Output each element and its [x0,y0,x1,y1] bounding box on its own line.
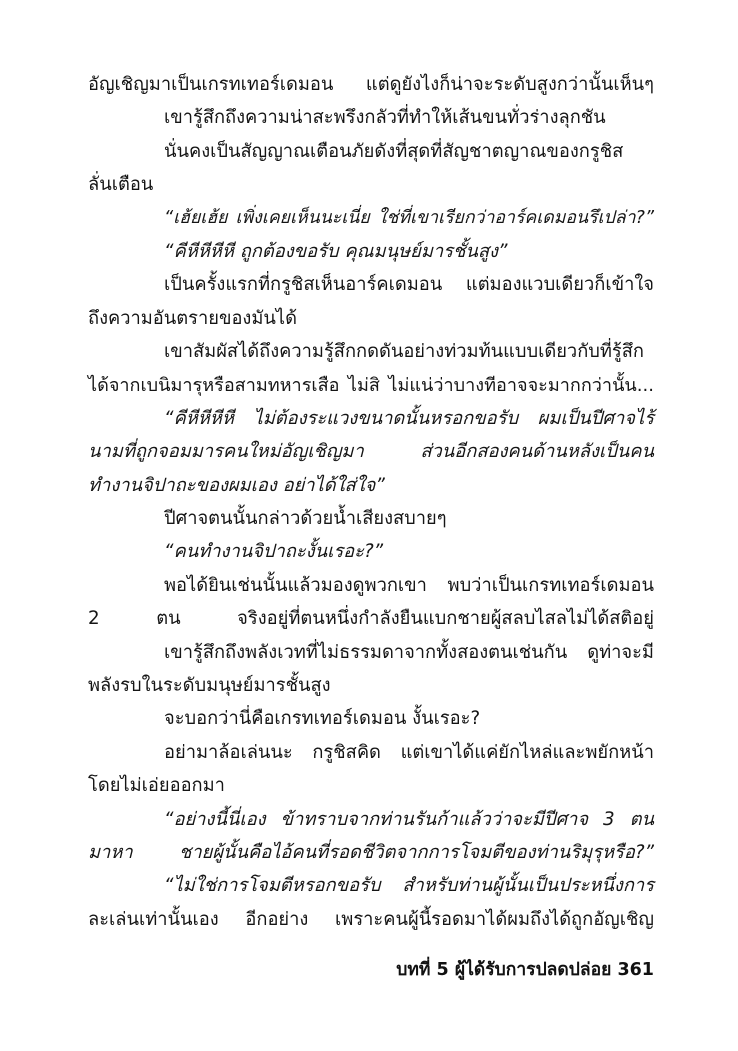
dialogue-line: มาหา ชายผู้นั้นคือไอ้คนที่รอดชีวิตจากการโจมตีของท่านริมุรุหรือ?” [88,841,654,863]
text-line: จะบอกว่านี่คือเกรทเทอร์เดมอน งั้นเรอะ? [164,708,481,730]
text-line: ลั่นเตือน [88,174,154,196]
dialogue-line: ทำงานจิปาถะของผมเอง อย่าได้ใส่ใจ” [88,474,385,496]
dialogue-line: “คีหีหีหีหี ไม่ต้องระแวงขนาดนั้นหรอกขอรับ ผมเป็นปีศาจไร้ [164,407,654,429]
text-line: เขารู้สึกถึงพลังเวทที่ไม่ธรรมดาจากทั้งสองตนเช่นกัน ดูท่าจะมี [164,641,654,663]
dialogue-line: “คนทำงานจิปาถะงั้นเรอะ?” [164,541,384,563]
text-line: พลังรบในระดับมนุษย์มารชั้นสูง [88,675,331,697]
dialogue-line: “เฮ้ยเฮ้ย เพิ่งเคยเห็นนะเนี่ย ใช่ที่เขาเรียกว่าอาร์คเดมอนรึเปล่า?” [164,207,654,228]
text-line: 2 ตน จริงอยู่ที่ตนหนึ่งกำลังยืนแบกชายผู้สลบไสลไม่ได้สติอยู่ [88,608,654,630]
text-line: นั่นคงเป็นสัญญาณเตือนภัยดังที่สุดที่สัญชาตญาณของกรูชิส [164,140,624,162]
text-line: อย่ามาล้อเล่นนะ กรูชิสคิด แต่เขาได้แค่ยักไหล่และพยักหน้า [164,741,654,763]
page-body [88,68,654,936]
text-line: ละเล่นเท่านั้นเอง อีกอย่าง เพราะคนผู้นี้รอดมาได้ผมถึงได้ถูกอัญเชิญ [88,908,654,930]
dialogue-line: “อย่างนี้นี่เอง ข้าทราบจากท่านรันก้าแล้วว่าจะมีปีศาจ 3 ตน [164,808,654,830]
text-line: เป็นครั้งแรกที่กรูชิสเห็นอาร์คเดมอน แต่มองแวบเดียวก็เข้าใจ [164,274,654,296]
text-line: เขาสัมผัสได้ถึงความรู้สึกกดดันอย่างท่วมท้นแบบเดียวกับที่รู้สึก [164,341,644,363]
dialogue-line: “คีหีหีหีหี ถูกต้องขอรับ คุณมนุษย์มารชั้นสูง” [164,240,508,262]
text-line: อัญเชิญมาเป็นเกรทเทอร์เดมอน แต่ดูยังไงก็น่าจะระดับสูงกว่านั้นเห็นๆ [88,74,654,95]
text-line: ได้จากเบนิมารุหรือสามทหารเสือ ไม่สิ ไม่แน่ว่าบางทีอาจจะมากกว่านั้น... [88,374,654,396]
text-line: ปีศาจตนนั้นกล่าวด้วยน้ำเสียงสบายๆ [164,508,447,530]
text-line: ถึงความอันตรายของมันได้ [88,307,297,329]
page-footer: บทที่ 5 ผู้ได้รับการปลดปล่อย 361 [396,960,654,980]
dialogue-line: นามที่ถูกจอมมารคนใหม่อัญเชิญมา ส่วนอีกสองคนด้านหลังเป็นคน [88,441,654,463]
dialogue-line: “ไม่ใช่การโจมตีหรอกขอรับ สำหรับท่านผู้นั้นเป็นประหนึ่งการ [164,875,654,897]
text-line: โดยไม่เอ่ยออกมา [88,775,225,797]
text-line: พอได้ยินเช่นนั้นแล้วมองดูพวกเขา พบว่าเป็นเกรทเทอร์เดมอน [164,574,654,596]
text-line: เขารู้สึกถึงความน่าสะพรึงกลัวที่ทำให้เส้นขนทั่วร่างลุกชัน [164,107,606,129]
